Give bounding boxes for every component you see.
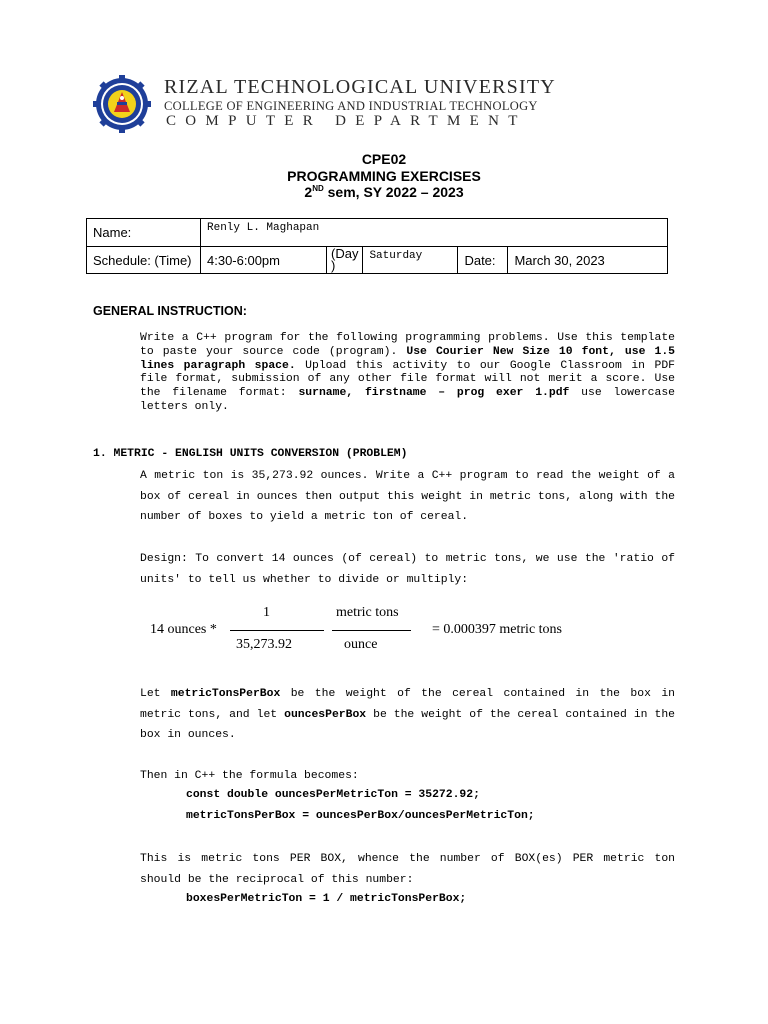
- code-line-3: boxesPerMetricTon = 1 / metricTonsPerBox;: [186, 893, 467, 905]
- semester-line: [0, 184, 768, 200]
- schedule-label: Schedule: (Time): [87, 247, 201, 274]
- student-info-table: [86, 218, 668, 274]
- formula-intro: Then in C++ the formula becomes:: [140, 770, 359, 782]
- formula-denominator-2: ounce: [344, 637, 378, 652]
- course-code: CPE02: [361, 151, 407, 167]
- sem-number: 2: [304, 184, 313, 200]
- sem-rest: sem, SY 2022 – 2023: [323, 184, 464, 200]
- variable-definition: Let metricTonsPerBox be the weight of the cereal contained in the box in metric tons, and let ouncesPerBox be the weight of the cereal contained in the box in ounces.: [140, 688, 676, 742]
- code-line-1: const double ouncesPerMetricTon = 35272.92;: [186, 789, 480, 801]
- fraction-bar-1: [230, 630, 324, 631]
- college-name: COLLEGE OF ENGINEERING AND INDUSTRIAL TECHNOLOGY: [164, 99, 538, 113]
- general-instruction-text: Write a C++ program for the following programming problems. Use this template to paste your source code (program). Use Courier New Size 10 font, use 1.5 lines paragraph space. Upload this activity to our Google Classroom in PDF file format, submission of any other file format will not merit a score. Use the filename format: surname, firstname – prog exer 1.pdf use lowercase letters only.: [140, 332, 676, 413]
- day-label: (Day ): [327, 247, 363, 274]
- date-label: Date:: [458, 247, 508, 274]
- conversion-formula: [120, 600, 640, 660]
- fraction-bar-2: [332, 630, 411, 631]
- name-label: Name:: [87, 219, 201, 247]
- day-value: Saturday: [363, 247, 458, 274]
- formula-numerator-1: 1: [263, 605, 270, 620]
- code-line-2: metricTonsPerBox = ouncesPerBox/ouncesPerMetricTon;: [186, 810, 535, 822]
- name-value: Renly L. Maghapan: [201, 219, 668, 247]
- reciprocal-paragraph: This is metric tons PER BOX, whence the number of BOX(es) PER metric ton should be the reciprocal of this number:: [140, 853, 675, 886]
- formula-result: = 0.000397 metric tons: [432, 622, 562, 637]
- formula-denominator-1: 35,273.92: [236, 637, 292, 652]
- general-instruction-heading: GENERAL INSTRUCTION:: [93, 304, 247, 318]
- sem-suffix: ND: [312, 184, 324, 193]
- problem-statement: A metric ton is 35,273.92 ounces. Write a C++ program to read the weight of a box of cereal in ounces then output this weight in metric tons, along with the number of boxes to yield a metric ton of cereal.: [140, 470, 675, 524]
- university-seal-icon: [92, 74, 152, 134]
- time-value: 4:30-6:00pm: [201, 247, 327, 274]
- problem-heading: 1. METRIC - ENGLISH UNITS CONVERSION (PROBLEM): [93, 448, 408, 460]
- university-name: RIZAL TECHNOLOGICAL UNIVERSITY: [164, 76, 556, 98]
- date-value: March 30, 2023: [508, 247, 668, 274]
- design-paragraph: Design: To convert 14 ounces (of cereal) to metric tons, we use the 'ratio of units' to tell us whether to divide or multiply:: [140, 553, 675, 586]
- formula-numerator-2: metric tons: [336, 605, 399, 620]
- department-name: COMPUTER DEPARTMENT: [166, 113, 527, 129]
- formula-lhs: 14 ounces *: [150, 622, 217, 637]
- document-title: PROGRAMMING EXERCISES: [287, 168, 481, 184]
